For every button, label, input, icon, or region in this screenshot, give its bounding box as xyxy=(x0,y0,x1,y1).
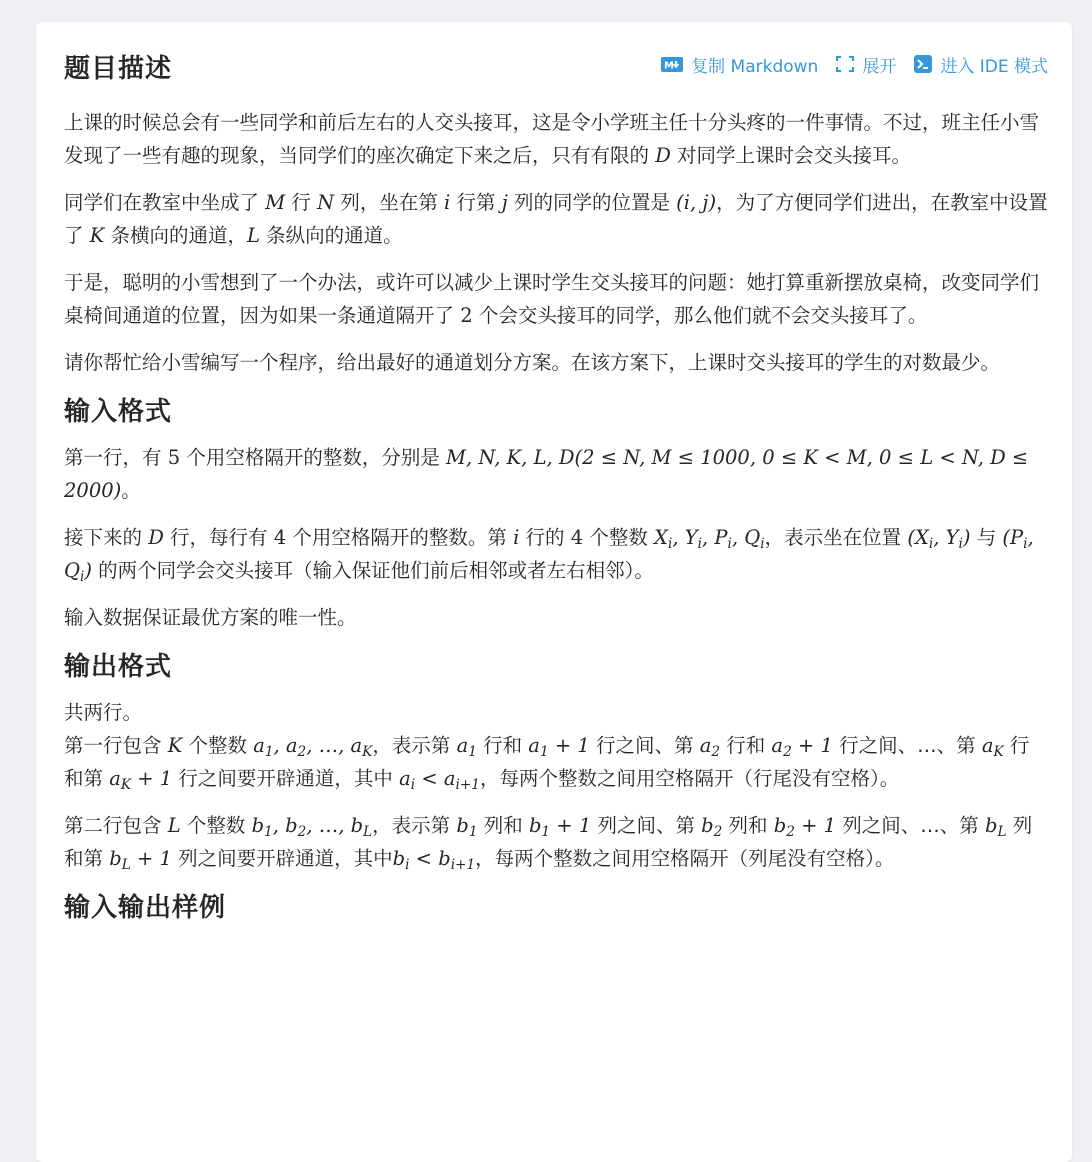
input-paragraph-1: 第一行，有 5 个用空格隔开的整数，分别是 M, N, K, L, D(2 ≤ N, M ≤ 1000, 0 ≤ K < M, 0 ≤ L < N, D ≤ 2000)。 xyxy=(64,446,1029,502)
description-paragraph-1: 上课的时候总会有一些同学和前后左右的人交头接耳，这是令小学班主任十分头疼的一件事情。不过，班主任小雪发现了一些有趣的现象，当同学们的座次确定下来之后，只有有限的 D 对同学上课时会交头接耳。 xyxy=(64,111,1040,167)
copy-markdown-button[interactable] xyxy=(661,52,818,77)
input-paragraph-3: 输入数据保证最优方案的唯一性。 xyxy=(64,606,357,629)
description-paragraph-2: 同学们在教室中坐成了 M 行 N 列，坐在第 i 行第 j 列的同学的位置是 (i, j)，为了方便同学们进出，在教室中设置了 K 条横向的通道，L 条纵向的通道。 xyxy=(64,191,1048,247)
svg-text:M: M xyxy=(664,60,675,71)
description-paragraph-4: 请你帮忙给小雪编写一个程序，给出最好的通道划分方案。在该方案下，上课时交头接耳的学生的对数最少。 xyxy=(64,351,1001,374)
problem-card xyxy=(36,22,1072,1162)
section-title-samples: 输入输出样例 xyxy=(64,893,227,923)
output-paragraph-2: 第二行包含 L 个整数 $b_1$, $b_2$, …, $b_L$，表示第 $b_1$ 列和 $b_1 + 1$ 列之间、第 $b_2$ 列和 $b_2 + 1$ 列之间、…、第 $b_L$ 列和第 $b_L + 1$ 列之间要开辟通道，其中$b_i < b_{i+1}$，每两个整数之间用空格隔开（列尾没有空格）。 xyxy=(64,814,1033,874)
description-paragraph-3: 于是，聪明的小雪想到了一个办法，或许可以减少上课时学生交头接耳的问题：她打算重新摆放桌椅，改变同学们桌椅间通道的位置，因为如果一条通道隔开了 2 个会交头接耳的同学，那么他们就不会交头接耳了。 xyxy=(64,271,1040,327)
expand-label: 展开 xyxy=(862,56,897,77)
action-bar xyxy=(661,52,1048,77)
output-paragraph-1: 共两行。 第一行包含 K 个整数 $a_1$, $a_2$, …, $a_K$，表示第 $a_1$ 行和 $a_1 + 1$ 行之间、第 $a_2$ 行和 $a_2 + 1$ 行之间、…、第 $a_K$ 行和第 $a_K + 1$ 行之间要开辟通道，其中 $a_i < a_{i+1}$，每两个整数之间用空格隔开（行尾没有空格）。 xyxy=(64,701,1030,794)
card-header xyxy=(64,46,1048,86)
copy-markdown-label: 复制 Markdown xyxy=(691,56,819,77)
section-title-input: 输入格式 xyxy=(64,397,173,427)
section-title-output: 输出格式 xyxy=(64,652,173,682)
problem-content xyxy=(64,46,1048,937)
expand-icon xyxy=(836,56,854,72)
ide-mode-button[interactable] xyxy=(914,52,1048,77)
expand-button[interactable] xyxy=(836,52,896,77)
terminal-icon xyxy=(914,55,932,73)
input-paragraph-2: 接下来的 D 行，每行有 4 个用空格隔开的整数。第 i 行的 4 个整数 $X_i$, $Y_i$, $P_i$, $Q_i$，表示坐在位置 ($X_i$, $Y_i$) 与 ($P_i$, $Q_i$) 的两个同学会交头接耳（输入保证他们前后相邻或者左右相邻）。 xyxy=(64,526,1034,586)
markdown-icon xyxy=(661,57,683,72)
ide-mode-label: 进入 IDE 模式 xyxy=(940,56,1048,77)
section-title-description: 题目描述 xyxy=(64,53,173,84)
